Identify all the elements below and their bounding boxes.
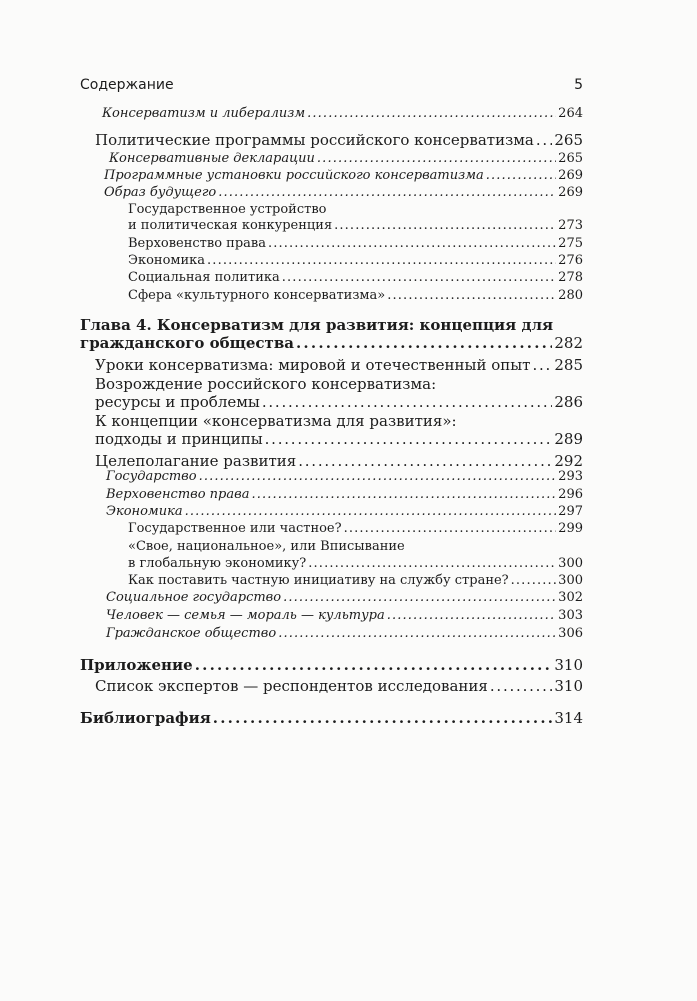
toc-entry[interactable] — [128, 236, 583, 251]
dot-leader — [488, 677, 552, 695]
toc-entry-title: Консервативные декларации — [109, 151, 315, 166]
toc-entry-title: Уроки консерватизма: мировой и отечественный опыт — [95, 356, 531, 374]
toc-entry-page-number: 293 — [558, 469, 583, 484]
toc-entry-page-number: 289 — [554, 430, 583, 448]
dot-leader — [263, 430, 553, 448]
toc-entry-title: в глобальную экономику? — [128, 556, 307, 571]
toc-entry-page-number: 303 — [558, 608, 583, 623]
toc-entry-page-number: 300 — [558, 556, 583, 571]
toc-entry[interactable] — [95, 452, 583, 470]
toc-entry-title-line: Государственное устройство — [128, 202, 327, 217]
toc-entry-page-number: 265 — [554, 131, 583, 149]
toc-entry-title-line: «Свое, национальное», или Вписывание — [128, 539, 405, 554]
dot-leader — [315, 151, 556, 166]
toc-entry-title: подходы и принципы — [95, 430, 263, 448]
toc-entry-page-number: 299 — [558, 521, 583, 536]
toc-entry[interactable] — [95, 677, 583, 695]
toc-entry-page-number: 278 — [558, 270, 583, 285]
dot-leader — [193, 656, 553, 674]
toc-entry[interactable] — [128, 573, 583, 588]
dot-leader — [205, 253, 556, 268]
toc-entry-page-number: 302 — [558, 590, 583, 605]
header-page-number: 5 — [574, 77, 583, 93]
toc-entry-title: и политическая конкуренция — [128, 218, 333, 233]
toc-entry-title-line: Возрождение российского консерватизма: — [95, 375, 437, 393]
dot-leader — [332, 218, 556, 233]
dot-leader — [385, 288, 556, 303]
dot-leader — [276, 626, 556, 641]
header-title: Содержание — [80, 77, 174, 93]
toc-entry-page-number: 264 — [558, 106, 583, 121]
dot-leader — [484, 168, 556, 183]
dot-leader — [305, 106, 556, 121]
toc-entry-title: Программные установки российского консерватизма — [104, 168, 484, 183]
toc-entry[interactable] — [128, 270, 583, 285]
toc-entry[interactable] — [106, 590, 583, 605]
dot-leader — [509, 573, 557, 588]
toc-entry-page-number: 306 — [558, 626, 583, 641]
toc-entry-title: Социальное государство — [106, 590, 282, 605]
toc-entry[interactable] — [80, 709, 583, 727]
toc-entry[interactable] — [128, 253, 583, 268]
toc-entry-page-number: 292 — [554, 452, 583, 470]
dot-leader — [534, 131, 552, 149]
toc-entry-title: Как поставить частную инициативу на службу стране? — [128, 573, 509, 588]
toc-entry-page-number: 269 — [558, 185, 583, 200]
toc-entry[interactable] — [95, 131, 583, 149]
toc-entry-page-number: 297 — [558, 504, 583, 519]
toc-entry-title: Сфера «культурного консерватизма» — [128, 288, 386, 303]
toc-entry-page-number: 310 — [554, 656, 583, 674]
toc-entry-title: ресурсы и проблемы — [95, 393, 260, 411]
dot-leader — [294, 334, 552, 352]
toc-entry-title: Гражданское общество — [106, 626, 277, 641]
dot-leader — [296, 452, 552, 470]
dot-leader — [281, 590, 556, 605]
toc-entry-title: Государство — [106, 469, 197, 484]
toc-entry-page-number: 296 — [558, 487, 583, 502]
toc-entry-title-line: К концепции «консерватизма для развития»: — [95, 412, 457, 430]
toc-entry[interactable] — [106, 504, 583, 519]
toc-entry-title: Социальная политика — [128, 270, 280, 285]
toc-entry[interactable] — [128, 521, 583, 536]
toc-entry-page-number: 275 — [558, 236, 583, 251]
toc-entry[interactable] — [95, 393, 583, 411]
toc-entry-page-number: 286 — [554, 393, 583, 411]
toc-entry[interactable] — [80, 334, 583, 352]
dot-leader — [260, 393, 553, 411]
toc-entry-title: Государственное или частное? — [128, 521, 342, 536]
toc-entry-title-line: Глава 4. Консерватизм для развития: концепция для — [80, 316, 554, 334]
toc-entry[interactable] — [128, 288, 583, 303]
toc-entry[interactable] — [106, 626, 583, 641]
toc-entry[interactable] — [95, 356, 583, 374]
dot-leader — [197, 469, 557, 484]
dot-leader — [306, 556, 556, 571]
dot-leader — [216, 185, 556, 200]
toc-entry-title: Экономика — [106, 504, 183, 519]
toc-entry-title: Экономика — [128, 253, 206, 268]
toc-entry-title: Верховенство права — [128, 236, 266, 251]
toc-entry[interactable] — [106, 608, 583, 623]
toc-entry[interactable] — [106, 487, 583, 502]
toc-entry-title: Библиография — [80, 709, 211, 727]
dot-leader — [280, 270, 556, 285]
dot-leader — [249, 487, 556, 502]
toc-entry-page-number: 269 — [558, 168, 583, 183]
toc-entry-title: Консерватизм и либерализм — [102, 106, 306, 121]
toc-entry[interactable] — [109, 151, 583, 166]
toc-entry[interactable] — [102, 106, 583, 121]
dot-leader — [183, 504, 557, 519]
toc-entry-title: гражданского общества — [80, 334, 294, 352]
dot-leader — [211, 709, 553, 727]
toc-entry-page-number: 273 — [558, 218, 583, 233]
toc-entry-title: Список экспертов — респондентов исследования — [95, 677, 488, 695]
toc-entry[interactable] — [106, 469, 583, 484]
toc-entry-page-number: 285 — [554, 356, 583, 374]
dot-leader — [530, 356, 552, 374]
toc-entry-title: Верховенство права — [106, 487, 250, 502]
dot-leader — [342, 521, 557, 536]
toc-entry-title: Образ будущего — [104, 185, 217, 200]
dot-leader — [266, 236, 556, 251]
running-header — [80, 77, 583, 99]
toc-entry[interactable] — [104, 168, 583, 183]
dot-leader — [385, 608, 556, 623]
toc-entry[interactable] — [104, 185, 583, 200]
toc-entry-title: Приложение — [80, 656, 193, 674]
toc-entry[interactable] — [128, 556, 583, 571]
toc-entry[interactable] — [128, 218, 583, 233]
toc-entry-page-number: 280 — [558, 288, 583, 303]
toc-entry-title: Политические программы российского консерватизма — [95, 131, 534, 149]
toc-entry-page-number: 276 — [558, 253, 583, 268]
toc-entry-page-number: 310 — [554, 677, 583, 695]
toc-entry-page-number: 314 — [554, 709, 583, 727]
toc-entry[interactable] — [95, 430, 583, 448]
toc-entry[interactable] — [80, 656, 583, 674]
toc-entry-page-number: 300 — [558, 573, 583, 588]
toc-entry-title: Человек — семья — мораль — культура — [106, 608, 385, 623]
toc-entry-page-number: 282 — [554, 334, 583, 352]
toc-entry-title: Целеполагание развития — [95, 452, 297, 470]
toc-entry-page-number: 265 — [558, 151, 583, 166]
